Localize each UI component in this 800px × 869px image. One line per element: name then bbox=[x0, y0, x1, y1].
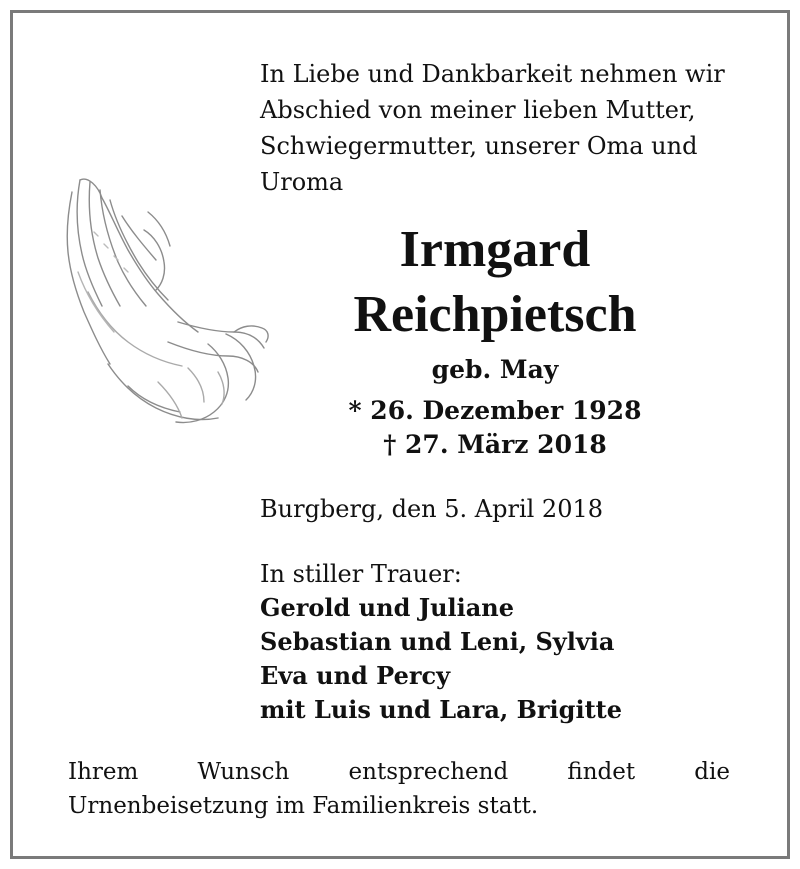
life-dates bbox=[270, 394, 720, 462]
place-and-date: Burgberg, den 5. April 2018 bbox=[260, 495, 603, 523]
mourner-name: mit Luis und Lara, Brigitte bbox=[260, 695, 623, 724]
intro-line: Uroma bbox=[260, 168, 344, 196]
birth-date: * 26. Dezember 1928 bbox=[348, 396, 642, 425]
mourner-name: Gerold und Juliane bbox=[260, 593, 515, 622]
mourner-name: Sebastian und Leni, Sylvia bbox=[260, 627, 615, 656]
intro-line: Abschied von meiner lieben Mutter, bbox=[260, 96, 696, 124]
intro-line: Schwiegermutter, unserer Oma und bbox=[260, 132, 698, 160]
deceased-first-name: Irmgard bbox=[399, 221, 591, 278]
footer-note: Ihrem Wunsch entsprechend findet die Urnenbeisetzung im Familienkreis statt. bbox=[68, 759, 730, 819]
mourners-heading: In stiller Trauer: bbox=[260, 560, 462, 588]
death-date: † 27. März 2018 bbox=[383, 430, 607, 459]
intro-line: In Liebe und Dankbarkeit nehmen wir bbox=[260, 60, 725, 88]
birth-name: geb. May bbox=[431, 355, 559, 384]
mourner-name: Eva und Percy bbox=[260, 661, 451, 690]
intro-text bbox=[260, 56, 730, 200]
mourners-block bbox=[260, 557, 622, 727]
deceased-last-name: Reichpietsch bbox=[353, 286, 637, 343]
praying-hands-icon bbox=[58, 172, 273, 437]
